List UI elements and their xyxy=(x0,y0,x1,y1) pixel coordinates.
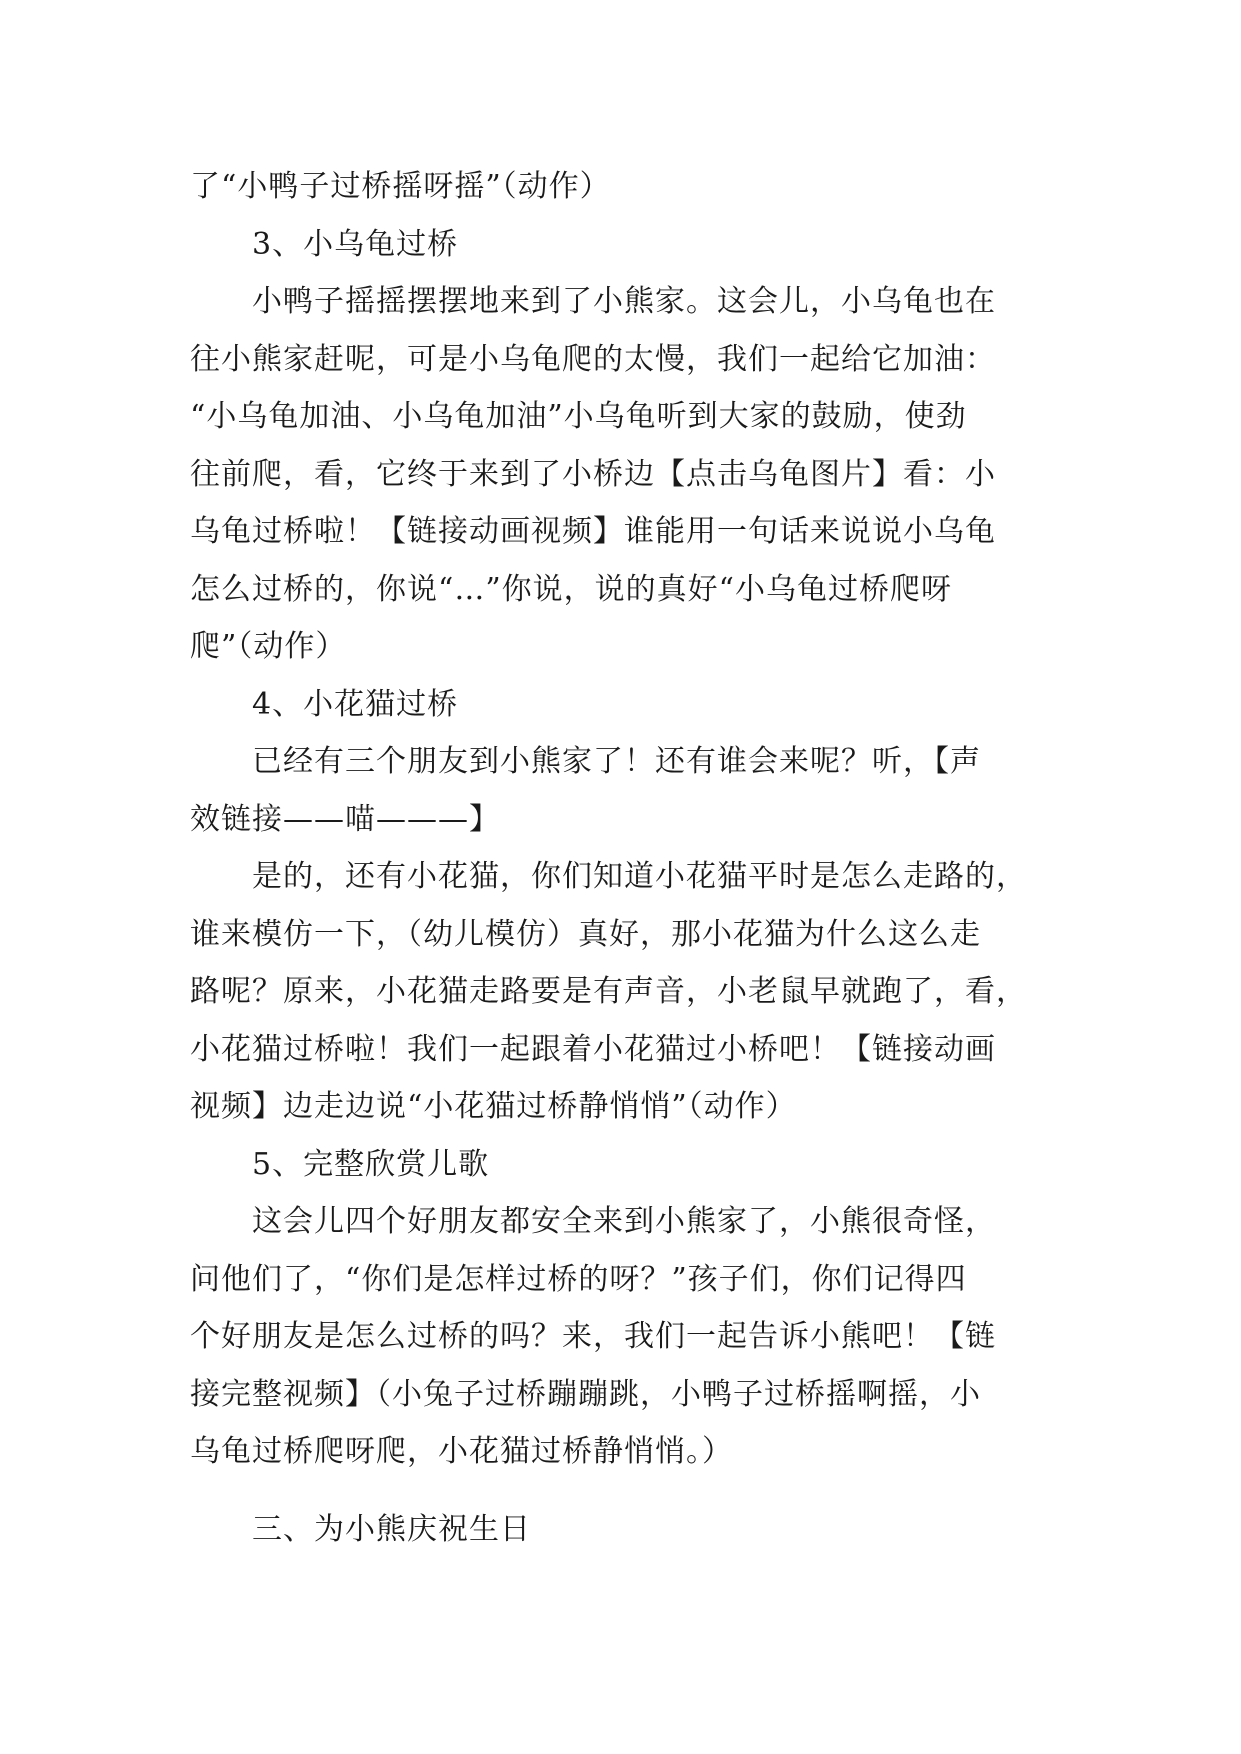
paragraph-line: 小鸭子摇摇摆摆地来到了小熊家。这会儿，小乌龟也在 xyxy=(252,284,996,319)
paragraph-line: 路呢？原来，小花猫走路要是有声音，小老鼠早就跑了，看， xyxy=(190,974,1027,1009)
paragraph-line: 已经有三个朋友到小熊家了！还有谁会来呢？听，【声 xyxy=(252,744,981,779)
paragraph-line: 是的，还有小花猫，你们知道小花猫平时是怎么走路的， xyxy=(252,859,1027,894)
section-spacer xyxy=(190,1481,1055,1501)
paragraph-line: 视频】边走边说“小花猫过桥静悄悄”（动作） xyxy=(190,1089,797,1124)
paragraph-full-song xyxy=(190,1193,1055,1481)
heading-turtle-crossing: 3、小乌龟过桥 xyxy=(252,226,459,262)
paragraph-line: 效链接——喵———】 xyxy=(190,801,500,837)
paragraph-line: 谁来模仿一下，（幼儿模仿）真好，那小花猫为什么这么走 xyxy=(190,916,981,952)
paragraph-line: 个好朋友是怎么过桥的吗？来，我们一起告诉小熊吧！【链 xyxy=(190,1319,996,1354)
heading-full-song: 5、完整欣赏儿歌 xyxy=(252,1146,490,1182)
paragraph-line: 爬”（动作） xyxy=(190,629,347,664)
paragraph-cat-intro xyxy=(190,733,1055,848)
paragraph-line: “小乌龟加油、小乌龟加油”小乌龟听到大家的鼓励，使劲 xyxy=(190,399,967,434)
paragraph-cat xyxy=(190,848,1055,1136)
paragraph-continuation: 了“小鸭子过桥摇呀摇”（动作） xyxy=(190,169,611,204)
paragraph-line: 往小熊家赶呢，可是小乌龟爬的太慢，我们一起给它加油： xyxy=(190,341,996,377)
paragraph-line: 乌龟过桥啦！【链接动画视频】谁能用一句话来说说小乌龟 xyxy=(190,514,996,549)
paragraph-line: 小花猫过桥啦！我们一起跟着小花猫过小桥吧！【链接动画 xyxy=(190,1031,996,1067)
paragraph-line: 接完整视频】（小兔子过桥蹦蹦跳，小鸭子过桥摇啊摇，小 xyxy=(190,1376,981,1412)
heading-cat-crossing: 4、小花猫过桥 xyxy=(252,686,459,722)
paragraph-line: 这会儿四个好朋友都安全来到小熊家了，小熊很奇怪， xyxy=(252,1204,996,1239)
paragraph-line: 乌龟过桥爬呀爬，小花猫过桥静悄悄。） xyxy=(190,1434,733,1469)
section-heading-birthday: 三、为小熊庆祝生日 xyxy=(252,1511,531,1547)
paragraph-turtle xyxy=(190,273,1055,676)
document-body xyxy=(190,158,1055,1558)
paragraph-line: 问他们了，“你们是怎样过桥的呀？”孩子们，你们记得四 xyxy=(190,1261,967,1297)
paragraph-line: 怎么过桥的，你说“…”你说，说的真好“小乌龟过桥爬呀 xyxy=(190,571,953,607)
paragraph-line: 往前爬，看，它终于来到了小桥边【点击乌龟图片】看：小 xyxy=(190,456,996,492)
